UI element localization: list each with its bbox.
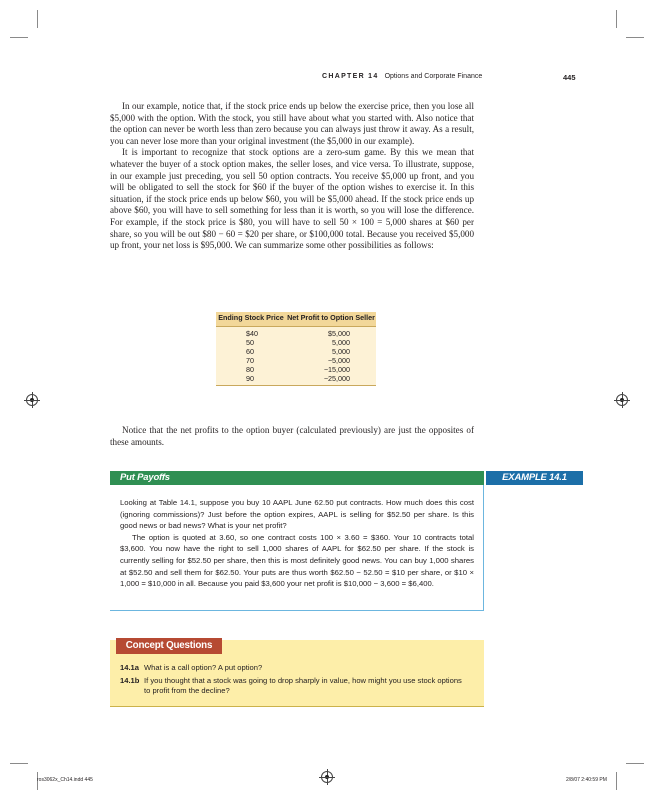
- table-row: [216, 356, 376, 365]
- payoff-table: [216, 312, 376, 386]
- concept-question-text: What is a call option? A put option?: [144, 663, 263, 672]
- cell-profit: −25,000: [323, 373, 350, 383]
- cell-profit: 5,000: [332, 346, 350, 356]
- table-row: [216, 338, 376, 347]
- registration-mark-icon: [26, 394, 38, 406]
- cell-profit: −5,000: [327, 355, 350, 365]
- cell-price: 60: [246, 346, 254, 356]
- crop-mark: [626, 763, 644, 764]
- concept-question-text: If you thought that a stock was going to drop sharply in value, how might you use stock options to profit from the decline?: [144, 676, 462, 695]
- page-number: 445: [563, 73, 576, 82]
- cell-price: 90: [246, 373, 254, 383]
- example-label: EXAMPLE 14.1: [486, 471, 583, 485]
- crop-mark: [10, 763, 28, 764]
- crop-mark: [626, 37, 644, 38]
- cell-profit: $5,000: [328, 328, 350, 338]
- body-paragraph: Notice that the net profits to the option buyer (calculated previously) are just the opposites of these amounts.: [110, 425, 474, 447]
- body-text-bottom: [110, 425, 474, 448]
- registration-mark-icon: [321, 771, 333, 783]
- crop-mark: [616, 772, 617, 790]
- concept-question-number: 14.1b: [120, 676, 140, 685]
- cell-profit: −15,000: [323, 364, 350, 374]
- table-row: [216, 329, 376, 338]
- cell-price: 50: [246, 337, 254, 347]
- crop-mark: [616, 10, 617, 28]
- concept-questions-list: [120, 663, 470, 699]
- example-paragraph: Looking at Table 14.1, suppose you buy 10 AAPL June 62.50 put contracts. How much does this cost (ignoring commissions)? Just before the option expires, AAPL is selling for $52.50 per share. Is this good news or bad news? What is your net profit?: [120, 498, 474, 531]
- cell-price: 80: [246, 364, 254, 374]
- table-body: [216, 327, 376, 386]
- slug-filename: ros3062x_Ch14.indd 445: [37, 777, 93, 783]
- table-row: [216, 374, 376, 383]
- body-paragraph: It is important to recognize that stock options are a zero-sum game. By this we mean that whatever the buyer of a stock option makes, the seller loses, and vice versa. To illustrate, suppose, in our example just preceding, you sell 50 option contracts. You receive $5,000 up front, and you will be obligated to sell the stock for $60 if the buyer of the option wishes to exercise it. In this situation, if the stock price ends up below $60, you will be $5,000 ahead. If the stock price ends up above $60, you will have to sell something for less than it is worth, so you will lose the difference. For example, if the stock price is $80, you will have to sell 50 × 100 = 5,000 shares at $60 per share, so you will be out $80 − 60 = $20 per share, or $100,000 total. Because you received $5,000 up front, your net loss is $95,000. We can summarize some other possibilities as follows:: [110, 147, 474, 251]
- chapter-title: Options and Corporate Finance: [384, 73, 483, 80]
- table-row: [216, 347, 376, 356]
- concept-questions-title: Concept Questions: [116, 638, 222, 654]
- column-header-ending-price: Ending Stock Price: [218, 313, 284, 322]
- cell-price: 70: [246, 355, 254, 365]
- chapter-label: CHAPTER 14: [322, 73, 379, 80]
- running-head: [322, 73, 482, 80]
- cell-profit: 5,000: [332, 337, 350, 347]
- example-text: [120, 497, 474, 590]
- crop-mark: [37, 10, 38, 28]
- example-title: Put Payoffs: [120, 472, 170, 483]
- body-text-top: [110, 101, 474, 252]
- cell-price: $40: [246, 328, 258, 338]
- example-paragraph: The option is quoted at 3.60, so one contract costs 100 × 3.60 = $360. Your 10 contracts total $3,600. You now have the right to sell 1,000 shares of AAPL for $62.50 per share. If the stock is currently selling for $52.50 per share, then this is most definitely good news. You can buy 1,000 shares at $52.50 and sell them for $62.50. Your puts are thus worth $62.50 − 52.50 = $10 per share, or $10 × 1,000 = $10,000 in all. Because you paid $3,600 your net profit is $10,000 − 3,600 = $6,400.: [120, 532, 474, 589]
- concept-question-item: [120, 676, 470, 696]
- crop-mark: [10, 37, 28, 38]
- concept-question-number: 14.1a: [120, 663, 140, 672]
- concept-question-item: [120, 663, 470, 673]
- registration-mark-icon: [616, 394, 628, 406]
- slug-timestamp: 2/8/07 2:40:59 PM: [566, 777, 607, 783]
- body-paragraph: In our example, notice that, if the stock price ends up below the exercise price, then you lose all $5,000 with the option. With the stock, you still have about what you started with. Also notice that the option can never be worth less than zero because you can always just throw it away. As a result, you can never lose more than your original investment (the $5,000 in our example).: [110, 101, 474, 146]
- table-row: [216, 365, 376, 374]
- column-header-net-profit: Net Profit to Option Seller: [287, 313, 375, 322]
- table-header: [216, 312, 376, 327]
